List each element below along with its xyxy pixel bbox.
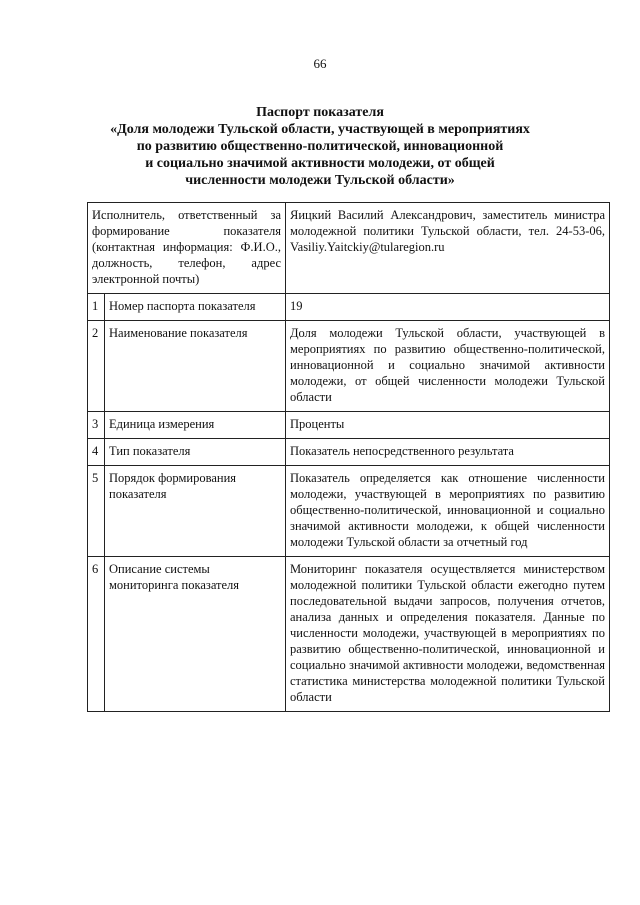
row-value: Доля молодежи Тульской области, участвующей в мероприятиях по развитию общественно-политической, инновационной и социально значимой активности молодежи, от общей численности молодежи Тульской области: [286, 321, 610, 412]
row-number: 4: [88, 439, 105, 466]
row-label: Номер паспорта показателя: [105, 294, 286, 321]
responsible-label: Исполнитель, ответственный за формирование показателя (контактная информация: Ф.И.О., должность, телефон, адрес электронной почты): [88, 203, 286, 294]
row-label: Наименование показателя: [105, 321, 286, 412]
table-row: [88, 557, 610, 712]
responsible-value: Яицкий Василий Александрович, заместитель министра молодежной политики Тульской области, тел. 24-53-06, Vasiliy.Yaitckiy@tularegion.ru: [286, 203, 610, 294]
row-label: Единица измерения: [105, 412, 286, 439]
row-value: Показатель непосредственного результата: [286, 439, 610, 466]
title-line: «Доля молодежи Тульской области, участвующей в мероприятиях: [110, 122, 530, 137]
row-value: Мониторинг показателя осуществляется министерством молодежной политики Тульской области ежегодно путем последовательной выдачи запросов, получения отчетов, анализа данных и определения показателя. Данные по численности молодежи, участвующей в мероприятиях по развитию общественно-политической, инновационной и социально значимой активности молодежи, ведомственная статистика министерства молодежной политики Тульской области: [286, 557, 610, 712]
page-number: 66: [313, 56, 327, 71]
table-row: [88, 439, 610, 466]
row-number: 3: [88, 412, 105, 439]
row-number: 2: [88, 321, 105, 412]
table-row: [88, 466, 610, 557]
row-label: Тип показателя: [105, 439, 286, 466]
title-line: по развитию общественно-политической, инновационной: [136, 139, 504, 154]
table-row: [88, 321, 610, 412]
row-number: 6: [88, 557, 105, 712]
row-label: Описание системы мониторинга показателя: [105, 557, 286, 712]
row-value: 19: [286, 294, 610, 321]
title-line: и социально значимой активности молодежи, от общей: [145, 156, 495, 171]
row-number: 1: [88, 294, 105, 321]
row-value: Проценты: [286, 412, 610, 439]
table-row-responsible: [88, 203, 610, 294]
row-value: Показатель определяется как отношение численности молодежи, участвующей в мероприятиях по развитию общественно-политической, инновационной и социально значимой активности молодежи, к общей численности молодежи Тульской области за отчетный год: [286, 466, 610, 557]
row-label: Порядок формирования показателя: [105, 466, 286, 557]
table-row: [88, 294, 610, 321]
title-line: Паспорт показателя: [256, 105, 384, 120]
document-title: [80, 104, 560, 189]
passport-table: [87, 202, 610, 712]
table-row: [88, 412, 610, 439]
row-number: 5: [88, 466, 105, 557]
title-line: численности молодежи Тульской области»: [185, 173, 455, 188]
